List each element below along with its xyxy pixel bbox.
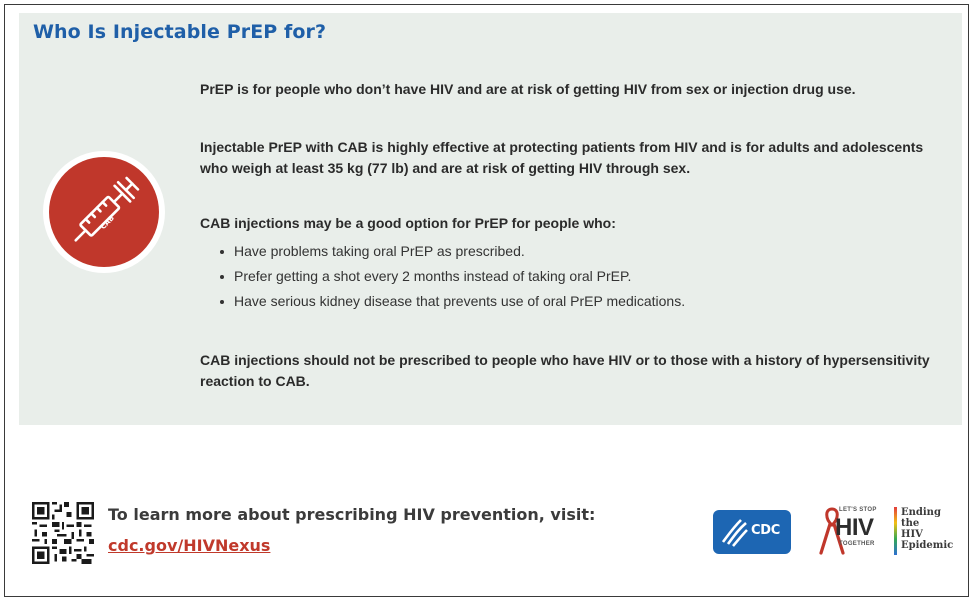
together-text: TOGETHER — [839, 541, 875, 547]
ete-line: HIV — [901, 529, 923, 540]
learn-more-text: To learn more about prescribing HIV prevention, visit: — [108, 505, 596, 524]
syringe-label: CAB — [99, 214, 116, 232]
ending-epidemic-text — [901, 507, 953, 551]
syringe-badge — [43, 151, 165, 273]
ending-hiv-epidemic-logo — [817, 503, 957, 563]
list-item: Prefer getting a shot every 2 months instead of taking oral PrEP. — [218, 264, 685, 289]
list-item: Have problems taking oral PrEP as prescribed. — [218, 239, 685, 264]
info-panel — [19, 13, 962, 425]
qr-code[interactable] — [32, 502, 94, 564]
ete-line: Epidemic — [901, 540, 954, 551]
hiv-logo-text: HIV — [835, 514, 874, 541]
color-bar — [894, 507, 897, 555]
intro-paragraph: PrEP is for people who don’t have HIV and are at risk of getting HIV from sex or injection drug use. — [200, 81, 856, 97]
ete-line: the — [901, 518, 920, 529]
eligibility-list — [218, 239, 685, 314]
warning-paragraph: CAB injections should not be prescribed to people who have HIV or to those with a history of hypersensitivity reaction to CAB. — [200, 352, 930, 389]
page-title: Who Is Injectable PrEP for? — [33, 21, 327, 43]
ete-line: Ending — [901, 507, 941, 518]
cdc-logo-text: CDC — [751, 523, 780, 538]
hhs-eagle-icon — [719, 516, 749, 548]
hivnexus-link[interactable]: cdc.gov/HIVNexus — [108, 536, 271, 555]
lets-stop-text: LET'S STOP — [839, 507, 877, 513]
effectiveness-paragraph: Injectable PrEP with CAB is highly effective at protecting patients from HIV and is for adults and adolescents who weigh at least 35 kg (77 lb) and are at risk of getting HIV through sex. — [200, 139, 924, 176]
list-item: Have serious kidney disease that prevents use of oral PrEP medications. — [218, 289, 685, 314]
cdc-logo — [713, 510, 791, 554]
good-option-paragraph: CAB injections may be a good option for PrEP for people who: — [200, 215, 616, 231]
syringe-icon — [49, 157, 159, 267]
flyer-frame — [4, 4, 969, 597]
